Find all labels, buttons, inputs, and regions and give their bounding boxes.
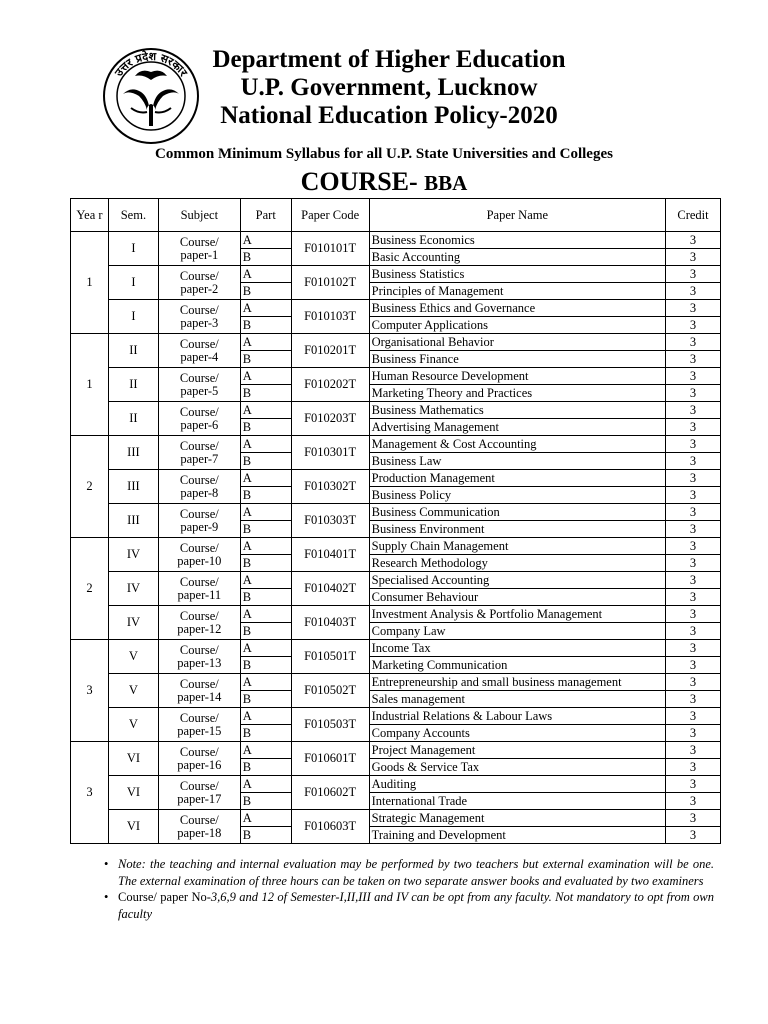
semester-cell: IV xyxy=(108,538,158,572)
paper-name-cell: Marketing Communication xyxy=(369,657,665,674)
course-heading xyxy=(0,166,768,199)
subject-line: Course/ xyxy=(179,472,219,487)
paper-code-cell: F010503T xyxy=(291,708,369,742)
subject-line: Course/ xyxy=(179,574,219,589)
semester-cell: VI xyxy=(108,810,158,844)
part-cell: A xyxy=(240,674,291,691)
paper-name-cell: Production Management xyxy=(369,470,665,487)
subject-line: paper-5 xyxy=(180,383,219,398)
table-row xyxy=(71,708,721,725)
paper-code-cell: F010201T xyxy=(291,334,369,368)
credit-cell: 3 xyxy=(666,521,721,538)
part-cell: B xyxy=(240,453,291,470)
subject-line: paper-3 xyxy=(180,315,219,330)
credit-cell: 3 xyxy=(666,351,721,368)
part-cell: A xyxy=(240,436,291,453)
table-row xyxy=(71,810,721,827)
paper-name-cell: Training and Development xyxy=(369,827,665,844)
part-cell: B xyxy=(240,487,291,504)
subject-line: Course/ xyxy=(179,812,219,827)
paper-name-cell: Computer Applications xyxy=(369,317,665,334)
subject-cell xyxy=(158,232,240,266)
credit-cell: 3 xyxy=(666,691,721,708)
year-cell: 3 xyxy=(71,742,109,844)
paper-name-cell: Sales management xyxy=(369,691,665,708)
paper-code-cell: F010203T xyxy=(291,402,369,436)
semester-cell: I xyxy=(108,232,158,266)
subject-cell xyxy=(158,606,240,640)
paper-code-cell: F010602T xyxy=(291,776,369,810)
col-header-year: Yea r xyxy=(71,199,109,232)
col-header-sem: Sem. xyxy=(108,199,158,232)
subject-cell xyxy=(158,470,240,504)
svg-text:उत्तर प्रदेश सरकार: उत्तर प्रदेश सरकार xyxy=(112,49,190,79)
subject-cell xyxy=(158,640,240,674)
part-cell: A xyxy=(240,538,291,555)
semester-cell: II xyxy=(108,402,158,436)
credit-cell: 3 xyxy=(666,759,721,776)
col-header-paper-code: Paper Code xyxy=(291,199,369,232)
paper-name-cell: Specialised Accounting xyxy=(369,572,665,589)
subject-line: Course/ xyxy=(179,676,219,691)
subject-line: paper-2 xyxy=(180,281,219,296)
subject-line: paper-7 xyxy=(180,451,219,466)
part-cell: A xyxy=(240,776,291,793)
paper-code-cell: F010102T xyxy=(291,266,369,300)
credit-cell: 3 xyxy=(666,793,721,810)
subject-line: paper-4 xyxy=(180,349,219,364)
syllabus-table xyxy=(70,198,721,844)
part-cell: B xyxy=(240,623,291,640)
credit-cell: 3 xyxy=(666,419,721,436)
subject-line: paper-12 xyxy=(177,621,222,636)
table-row xyxy=(71,436,721,453)
part-cell: B xyxy=(240,691,291,708)
part-cell: A xyxy=(240,504,291,521)
subject-line: Course/ xyxy=(179,370,219,385)
credit-cell: 3 xyxy=(666,674,721,691)
paper-code-cell: F010302T xyxy=(291,470,369,504)
semester-cell: VI xyxy=(108,776,158,810)
subject-line: paper-6 xyxy=(180,417,219,432)
part-cell: B xyxy=(240,521,291,538)
paper-name-cell: Organisational Behavior xyxy=(369,334,665,351)
paper-name-cell: Management & Cost Accounting xyxy=(369,436,665,453)
paper-name-cell: Business Environment xyxy=(369,521,665,538)
year-cell: 1 xyxy=(71,334,109,436)
paper-name-cell: Business Ethics and Governance xyxy=(369,300,665,317)
credit-cell: 3 xyxy=(666,232,721,249)
subject-cell xyxy=(158,674,240,708)
credit-cell: 3 xyxy=(666,385,721,402)
subject-line: Course/ xyxy=(179,438,219,453)
subject-cell xyxy=(158,742,240,776)
subject-cell xyxy=(158,504,240,538)
part-cell: B xyxy=(240,725,291,742)
year-cell: 1 xyxy=(71,232,109,334)
table-row xyxy=(71,334,721,351)
paper-name-cell: Basic Accounting xyxy=(369,249,665,266)
part-cell: A xyxy=(240,232,291,249)
credit-cell: 3 xyxy=(666,317,721,334)
subject-line: Course/ xyxy=(179,642,219,657)
table-row xyxy=(71,538,721,555)
subject-line: Course/ xyxy=(179,744,219,759)
title-line-3: National Education Policy-2020 xyxy=(220,102,558,129)
paper-name-cell: Company Law xyxy=(369,623,665,640)
semester-cell: III xyxy=(108,504,158,538)
credit-cell: 3 xyxy=(666,266,721,283)
table-row xyxy=(71,674,721,691)
year-cell: 2 xyxy=(71,538,109,640)
subject-cell xyxy=(158,300,240,334)
table-row xyxy=(71,606,721,623)
subject-line: Course/ xyxy=(179,234,219,249)
part-cell: B xyxy=(240,351,291,368)
notes-section xyxy=(98,856,714,922)
note-prefix: Course/ paper No xyxy=(118,890,207,904)
part-cell: A xyxy=(240,300,291,317)
paper-code-cell: F010103T xyxy=(291,300,369,334)
part-cell: B xyxy=(240,827,291,844)
subject-line: paper-18 xyxy=(177,825,222,840)
part-cell: A xyxy=(240,606,291,623)
table-row xyxy=(71,742,721,759)
credit-cell: 3 xyxy=(666,283,721,300)
credit-cell: 3 xyxy=(666,300,721,317)
credit-cell: 3 xyxy=(666,708,721,725)
subject-line: paper-8 xyxy=(180,485,219,500)
paper-code-cell: F010402T xyxy=(291,572,369,606)
title-line-1: Department of Higher Education xyxy=(212,46,566,73)
subject-line: Course/ xyxy=(179,268,219,283)
subject-line: Course/ xyxy=(179,608,219,623)
paper-name-cell: Business Communication xyxy=(369,504,665,521)
year-cell: 2 xyxy=(71,436,109,538)
paper-code-cell: F010202T xyxy=(291,368,369,402)
semester-cell: III xyxy=(108,436,158,470)
paper-name-cell: Marketing Theory and Practices xyxy=(369,385,665,402)
semester-cell: III xyxy=(108,470,158,504)
table-header-row xyxy=(71,199,721,232)
semester-cell: V xyxy=(108,708,158,742)
semester-cell: II xyxy=(108,368,158,402)
subtitle: Common Minimum Syllabus for all U.P. State Universities and Colleges xyxy=(155,146,613,162)
part-cell: B xyxy=(240,759,291,776)
col-header-credit: Credit xyxy=(666,199,721,232)
credit-cell: 3 xyxy=(666,606,721,623)
note-text: -3,6,9 and 12 of Semester-I,II,III and IV can be opt from any faculty. Not mandatory to opt from own faculty xyxy=(118,890,715,921)
paper-name-cell: International Trade xyxy=(369,793,665,810)
credit-cell: 3 xyxy=(666,640,721,657)
credit-cell: 3 xyxy=(666,827,721,844)
subject-line: paper-13 xyxy=(177,655,222,670)
paper-name-cell: Principles of Management xyxy=(369,283,665,300)
paper-name-cell: Company Accounts xyxy=(369,725,665,742)
paper-code-cell: F010601T xyxy=(291,742,369,776)
part-cell: A xyxy=(240,572,291,589)
paper-name-cell: Strategic Management xyxy=(369,810,665,827)
table-row xyxy=(71,300,721,317)
semester-cell: II xyxy=(108,334,158,368)
subject-line: Course/ xyxy=(179,302,219,317)
part-cell: B xyxy=(240,317,291,334)
part-cell: B xyxy=(240,657,291,674)
credit-cell: 3 xyxy=(666,334,721,351)
part-cell: B xyxy=(240,249,291,266)
note-item xyxy=(98,856,714,889)
table-row xyxy=(71,776,721,793)
col-header-part: Part xyxy=(240,199,291,232)
subject-cell xyxy=(158,572,240,606)
credit-cell: 3 xyxy=(666,402,721,419)
subject-line: paper-11 xyxy=(177,587,222,602)
col-header-subject: Subject xyxy=(158,199,240,232)
table-row xyxy=(71,504,721,521)
subject-line: paper-9 xyxy=(180,519,219,534)
part-cell: A xyxy=(240,742,291,759)
title-line-2: U.P. Government, Lucknow xyxy=(240,74,538,101)
credit-cell: 3 xyxy=(666,470,721,487)
note-item xyxy=(98,889,714,922)
paper-name-cell: Business Finance xyxy=(369,351,665,368)
part-cell: B xyxy=(240,793,291,810)
credit-cell: 3 xyxy=(666,487,721,504)
subject-line: Course/ xyxy=(179,506,219,521)
credit-cell: 3 xyxy=(666,504,721,521)
paper-code-cell: F010502T xyxy=(291,674,369,708)
col-header-paper-name: Paper Name xyxy=(369,199,665,232)
credit-cell: 3 xyxy=(666,368,721,385)
table-row xyxy=(71,640,721,657)
part-cell: A xyxy=(240,334,291,351)
paper-name-cell: Project Management xyxy=(369,742,665,759)
credit-cell: 3 xyxy=(666,810,721,827)
part-cell: B xyxy=(240,589,291,606)
subject-line: paper-1 xyxy=(180,247,219,262)
paper-name-cell: Auditing xyxy=(369,776,665,793)
part-cell: A xyxy=(240,402,291,419)
paper-name-cell: Entrepreneurship and small business management xyxy=(369,674,665,691)
paper-name-cell: Advertising Management xyxy=(369,419,665,436)
part-cell: A xyxy=(240,470,291,487)
subject-line: paper-16 xyxy=(177,757,222,772)
bullet: • xyxy=(104,890,109,904)
part-cell: A xyxy=(240,640,291,657)
subject-cell xyxy=(158,776,240,810)
part-cell: B xyxy=(240,385,291,402)
credit-cell: 3 xyxy=(666,742,721,759)
semester-cell: V xyxy=(108,640,158,674)
subject-line: paper-17 xyxy=(177,791,222,806)
table-row xyxy=(71,470,721,487)
table-row xyxy=(71,402,721,419)
paper-name-cell: Income Tax xyxy=(369,640,665,657)
paper-name-cell: Business Statistics xyxy=(369,266,665,283)
table-row xyxy=(71,266,721,283)
subject-line: Course/ xyxy=(179,336,219,351)
subject-cell xyxy=(158,810,240,844)
part-cell: B xyxy=(240,555,291,572)
paper-code-cell: F010101T xyxy=(291,232,369,266)
credit-cell: 3 xyxy=(666,538,721,555)
paper-code-cell: F010401T xyxy=(291,538,369,572)
subject-line: paper-14 xyxy=(177,689,222,704)
paper-name-cell: Supply Chain Management xyxy=(369,538,665,555)
table-row xyxy=(71,572,721,589)
part-cell: A xyxy=(240,368,291,385)
subject-cell xyxy=(158,402,240,436)
semester-cell: I xyxy=(108,300,158,334)
credit-cell: 3 xyxy=(666,453,721,470)
paper-code-cell: F010403T xyxy=(291,606,369,640)
part-cell: A xyxy=(240,810,291,827)
paper-name-cell: Research Methodology xyxy=(369,555,665,572)
semester-cell: IV xyxy=(108,606,158,640)
credit-cell: 3 xyxy=(666,623,721,640)
paper-name-cell: Business Economics xyxy=(369,232,665,249)
table-row xyxy=(71,232,721,249)
part-cell: A xyxy=(240,708,291,725)
paper-name-cell: Business Law xyxy=(369,453,665,470)
subject-line: Course/ xyxy=(179,778,219,793)
paper-code-cell: F010301T xyxy=(291,436,369,470)
paper-name-cell: Human Resource Development xyxy=(369,368,665,385)
document-title xyxy=(160,46,618,130)
credit-cell: 3 xyxy=(666,725,721,742)
credit-cell: 3 xyxy=(666,555,721,572)
paper-code-cell: F010603T xyxy=(291,810,369,844)
note-text: Note: the teaching and internal evaluation may be performed by two teachers but external examination will be one. The external examination of three hours can be taken on two separate answer books and evaluated by two examiners xyxy=(118,857,714,888)
semester-cell: V xyxy=(108,674,158,708)
paper-code-cell: F010303T xyxy=(291,504,369,538)
credit-cell: 3 xyxy=(666,436,721,453)
paper-name-cell: Business Policy xyxy=(369,487,665,504)
semester-cell: IV xyxy=(108,572,158,606)
paper-name-cell: Industrial Relations & Labour Laws xyxy=(369,708,665,725)
part-cell: B xyxy=(240,419,291,436)
table-row xyxy=(71,368,721,385)
subject-line: Course/ xyxy=(179,540,219,555)
semester-cell: I xyxy=(108,266,158,300)
year-cell: 3 xyxy=(71,640,109,742)
part-cell: B xyxy=(240,283,291,300)
subject-cell xyxy=(158,436,240,470)
credit-cell: 3 xyxy=(666,776,721,793)
paper-name-cell: Consumer Behaviour xyxy=(369,589,665,606)
semester-cell: VI xyxy=(108,742,158,776)
subject-cell xyxy=(158,538,240,572)
course-name: BBA xyxy=(424,171,468,195)
paper-name-cell: Investment Analysis & Portfolio Management xyxy=(369,606,665,623)
subject-line: paper-10 xyxy=(177,553,222,568)
credit-cell: 3 xyxy=(666,572,721,589)
subject-line: Course/ xyxy=(179,710,219,725)
subject-cell xyxy=(158,266,240,300)
paper-code-cell: F010501T xyxy=(291,640,369,674)
subject-cell xyxy=(158,334,240,368)
subject-line: paper-15 xyxy=(177,723,222,738)
credit-cell: 3 xyxy=(666,657,721,674)
paper-name-cell: Goods & Service Tax xyxy=(369,759,665,776)
course-label: COURSE- xyxy=(300,167,418,196)
bullet: • xyxy=(104,857,109,871)
subject-line: Course/ xyxy=(179,404,219,419)
subject-cell xyxy=(158,368,240,402)
subject-cell xyxy=(158,708,240,742)
table-body xyxy=(71,232,721,844)
credit-cell: 3 xyxy=(666,589,721,606)
credit-cell: 3 xyxy=(666,249,721,266)
paper-name-cell: Business Mathematics xyxy=(369,402,665,419)
part-cell: A xyxy=(240,266,291,283)
